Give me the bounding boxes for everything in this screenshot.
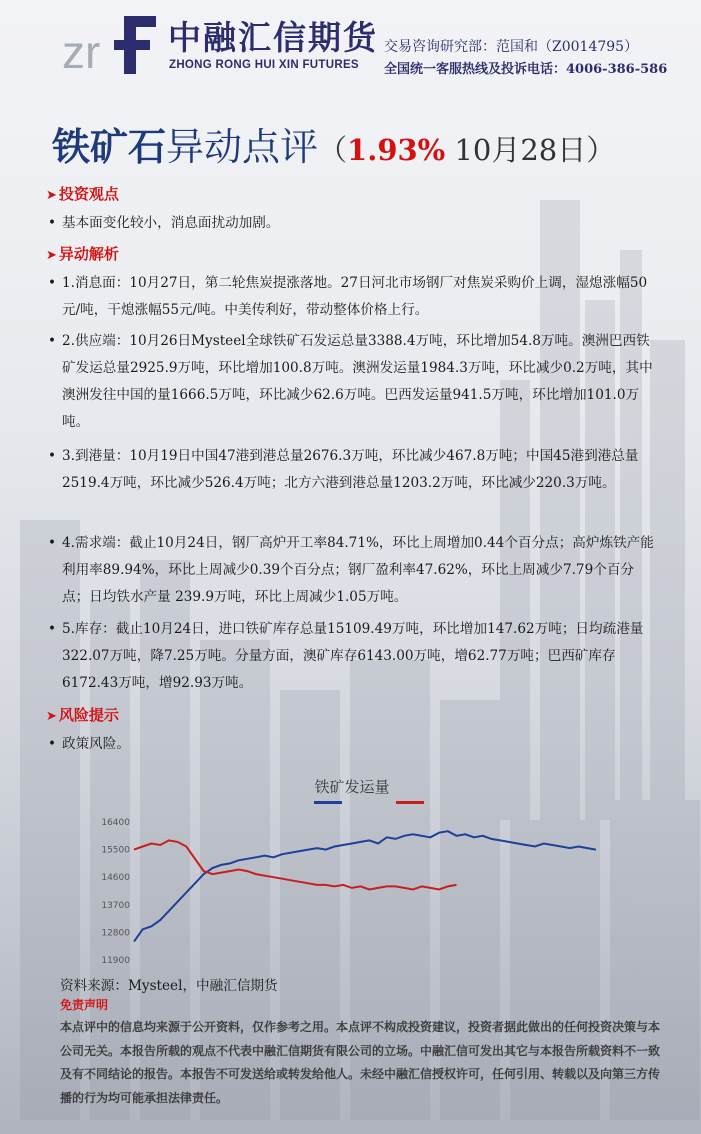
list-item [46,270,660,324]
list-item [46,731,660,758]
analysis-item-text: 5.库存：截止10月24日，进口铁矿库存总量15109.49万吨，环比增加147.62万吨；日均疏港量322.07万吨，降7.25万吨。分量方面，澳矿库存6143.00万吨，增62.77万吨；巴西矿库存6172.43万吨，增92.93万吨。 [62,621,644,691]
title-open-paren: （ [318,133,348,167]
source-note: 资料来源：Mysteel，中融汇信期货 [60,978,278,994]
y-tick-label: 16400 [101,818,130,828]
title-change-pct: 1.93% [347,133,446,167]
disclaimer-text: 本点评中的信息均来源于公开资料，仅作参考之用。本点评不构成投资建议，投资者据此做出的任何投资决策与本公司无关。本报告所载的观点不代表中融汇信期货有限公司的立场。中融汇信可发出其它与本报告所载资料不一致及有不同结论的报告。本报告不可发送给或转发给他人。未经中融汇信授权许可，任何引用、转载以及向第三方传播的行为均可能承担法律责任。 [60,1020,661,1105]
section-analysis-heading [46,243,119,264]
bullet-icon: • [48,448,57,464]
legend-red-swatch [396,801,424,804]
analysis-item-text: 4.需求端：截止10月24日，钢厂高炉开工率84.71%，环比上周增加0.44个百分点；高炉炼铁产能利用率89.94%，环比上周减少0.39个百分点；钢厂盈利率47.62%，环比上周减少7.79个百分点；日均铁水产量 239.9万吨，环比上周减少1.05万吨。 [62,535,654,605]
research-contact: 交易咨询研究部：范国和（Z0014795） [384,39,639,55]
section-risk-heading [46,704,119,725]
title-close-paren: ） [586,133,616,167]
list-item [46,328,660,436]
y-tick-label: 11900 [101,956,130,966]
list-item [46,210,660,237]
analysis-item-text: 2.供应端：10月26日Mysteel全球铁矿石发运总量3388.4万吨，环比增加54.8万吨。澳洲巴西铁矿发运总量2925.9万吨，环比增加100.8万吨。澳洲发运量1984.3万吨，环比减少0.2万吨，其中澳洲发往中国的量1666.5万吨，环比减少62.6万吨。巴西发运量941.5万吨，环比增加101.0万吨。 [62,333,653,430]
y-tick-label: 12800 [101,928,130,939]
y-tick-label: 14600 [101,873,130,884]
section-risk-title: 风险提示 [58,706,119,724]
analysis-item-text: 3.到港量：10月19日中国47港到港总量2676.3万吨，环比减少467.8万吨；中国45港到港总量2519.4万吨，环比减少526.4万吨；北方六港到港总量1203.2万吨，环比减少220.3万吨。 [62,448,639,491]
hotline-contact: 全国统一客服热线及投诉电话：4006-386-586 [384,62,668,77]
arrow-icon: ➤ [46,188,57,203]
y-tick-label: 13700 [101,900,130,911]
chart-title: 铁矿发运量 [314,778,390,796]
arrow-icon: ➤ [46,709,57,724]
disclaimer-title: 免责声明 [60,998,109,1012]
list-item [46,616,660,697]
arrow-icon: ➤ [46,248,57,263]
section-view-title: 投资观点 [58,185,119,203]
section-analysis-title: 异动解析 [58,245,119,263]
list-item [46,530,660,611]
view-item-text: 基本面变化较小，消息面扰动加剧。 [62,215,280,231]
risk-item-text: 政策风险。 [62,736,130,752]
bullet-icon: • [48,621,57,637]
series-line-blue [134,831,596,941]
legend-blue-swatch [314,801,342,804]
title-topic: 异动点评 [166,125,319,169]
svg-text:zr: zr [62,26,101,76]
title-commodity: 铁矿石 [52,124,167,169]
bullet-icon: • [48,535,57,551]
company-logo [62,14,162,76]
y-tick-label: 15500 [101,845,130,856]
bullet-icon: • [48,215,57,231]
bullet-icon: • [48,736,57,752]
series-line-red [134,840,457,889]
brand-name-en: ZHONG RONG HUI XIN FUTURES [169,59,359,71]
brand-name-cn: 中融汇信期货 [168,18,378,57]
report-title [52,116,615,171]
bullet-icon: • [48,333,57,349]
analysis-item-text: 1.消息面：10月27日，第二轮焦炭提涨落地。27日河北市场钢厂对焦炭采购价上调，湿熄涨幅50元/吨，干熄涨幅55元/吨。中美传利好，带动整体价格上行。 [62,275,648,318]
section-view-heading [46,183,119,204]
title-date: 10月28日 [445,133,587,167]
list-item [46,443,660,497]
bullet-icon: • [48,275,57,291]
shipment-chart [96,772,616,972]
